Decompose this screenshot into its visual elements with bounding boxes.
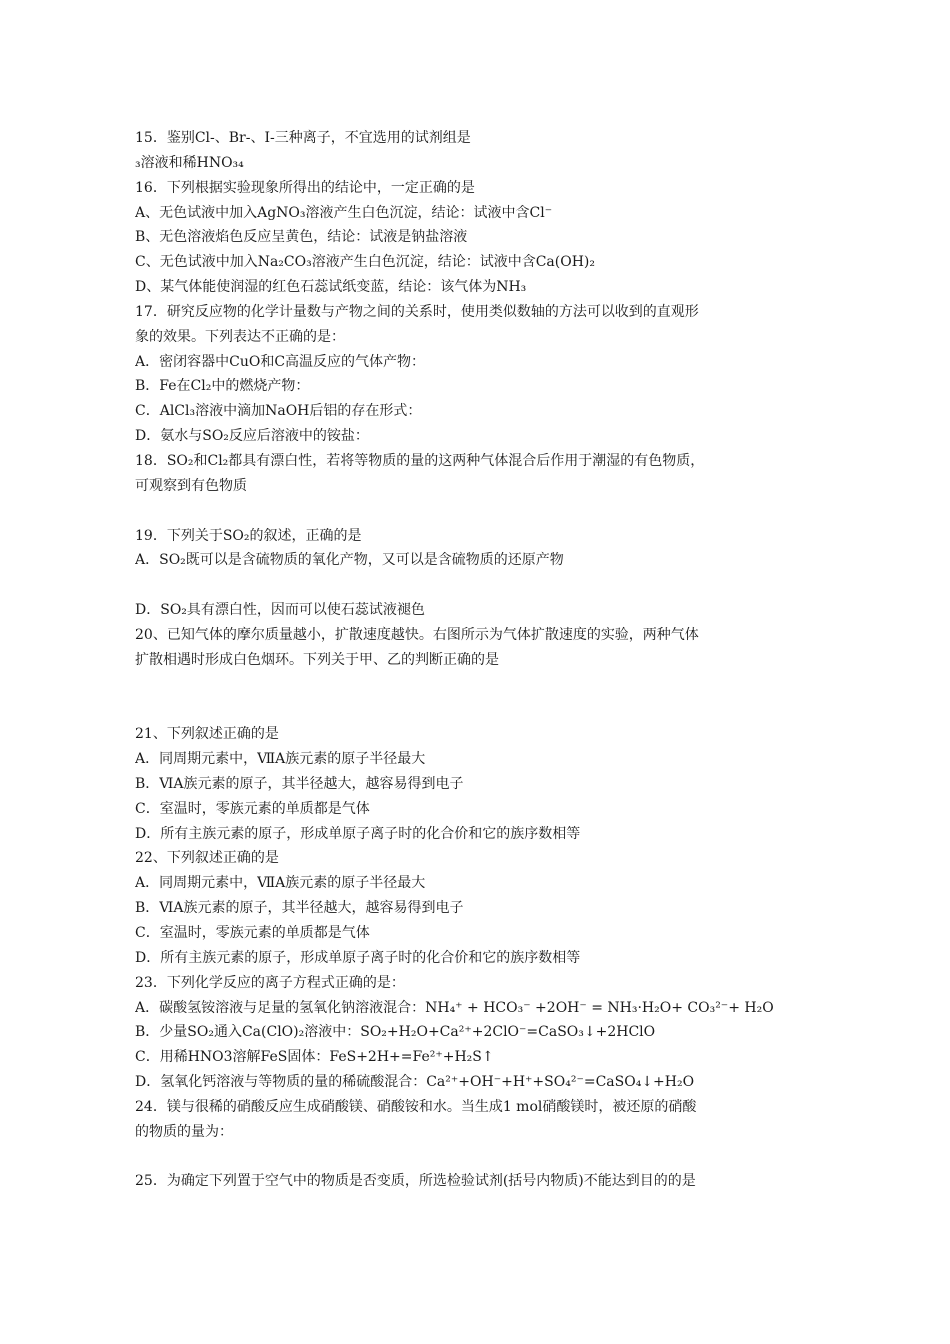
text-line: A．SO₂既可以是含硫物质的氧化产物，又可以是含硫物质的还原产物 <box>135 552 564 569</box>
text-line: 象的效果。下列表达不正确的是： <box>135 328 345 345</box>
text-line: C．用稀HNO3溶解FeS固体：FeS+2H+=Fe²⁺+H₂S↑ <box>135 1049 494 1066</box>
text-line: D．SO₂具有漂白性，因而可以使石蕊试液褪色 <box>135 602 425 619</box>
text-line: 25．为确定下列置于空气中的物质是否变质，所选检验试剂(括号内物质)不能达到目的的是 <box>135 1173 696 1190</box>
text-line: 24．镁与很稀的硝酸反应生成硝酸镁、硝酸铵和水。当生成1 mol硝酸镁时，被还原的硝酸 <box>135 1098 697 1115</box>
text-line: 22、下列叙述正确的是 <box>135 850 279 867</box>
text-line: A、无色试液中加入AgNO₃溶液产生白色沉淀，结论：试液中含Cl⁻ <box>135 204 553 221</box>
text-line: D、某气体能使润湿的红色石蕊试纸变蓝，结论：该气体为NH₃ <box>135 279 527 296</box>
text-line: A．同周期元素中，ⅦA族元素的原子半径最大 <box>135 751 426 768</box>
text-line: 20、已知气体的摩尔质量越小，扩散速度越快。右图所示为气体扩散速度的实验，两种气体 <box>135 626 699 643</box>
text-line: A．同周期元素中，ⅦA族元素的原子半径最大 <box>135 875 426 892</box>
block-3 <box>135 598 825 673</box>
text-line: C．AlCl₃溶液中滴加NaOH后铝的存在形式： <box>135 403 422 420</box>
text-line: D．所有主族元素的原子，形成单原子离子时的化合价和它的族序数相等 <box>135 825 581 842</box>
text-line: 19．下列关于SO₂的叙述，正确的是 <box>135 527 362 544</box>
block-2 <box>135 524 825 574</box>
text-line: D．所有主族元素的原子，形成单原子离子时的化合价和它的族序数相等 <box>135 949 581 966</box>
text-line: 18．SO₂和Cl₂都具有漂白性，若将等物质的量的这两种气体混合后作用于潮湿的有色物质， <box>135 452 705 469</box>
text-line: D．氨水与SO₂反应后溶液中的铵盐： <box>135 428 369 445</box>
text-line: B．ⅥA族元素的原子，其半径越大，越容易得到电子 <box>135 900 464 917</box>
text-line: B．Fe在Cl₂中的燃烧产物： <box>135 378 310 395</box>
text-line: C．室温时，零族元素的单质都是气体 <box>135 925 370 941</box>
text-line: 17．研究反应物的化学计量数与产物之间的关系时，使用类似数轴的方法可以收到的直观形 <box>135 303 699 320</box>
text-line: A．密闭容器中CuO和C高温反应的气体产物： <box>135 353 426 370</box>
q24-options-row <box>135 1145 825 1170</box>
text-line: 23．下列化学反应的离子方程式正确的是： <box>135 974 405 991</box>
text-line: 16．下列根据实验现象所得出的结论中，一定正确的是 <box>135 179 475 196</box>
text-line: 扩散相遇时形成白色烟环。下列关于甲、乙的判断正确的是 <box>135 651 499 668</box>
text-line: 的物质的量为： <box>135 1123 233 1140</box>
block-4 <box>135 722 825 1144</box>
q19-bc-row <box>135 573 825 598</box>
block-5 <box>135 1169 825 1194</box>
text-line: B．少量SO₂通入Ca(ClO)₂溶液中：SO₂+H₂O+Ca²⁺+2ClO⁻=CaSO₃↓+2HClO <box>135 1024 656 1041</box>
text-line: 可观察到有色物质 <box>135 477 247 494</box>
q25-options-row <box>135 1194 825 1219</box>
text-line: B、无色溶液焰色反应呈黄色，结论：试液是钠盐溶液 <box>135 229 468 246</box>
text-line: 21、下列叙述正确的是 <box>135 726 279 743</box>
block-1 <box>135 126 825 499</box>
q20-row-1 <box>135 673 825 698</box>
text-line: C．室温时，零族元素的单质都是气体 <box>135 800 370 817</box>
text-line: A．碳酸氢铵溶液与足量的氢氧化钠溶液混合：NH₄⁺ + HCO₃⁻ +2OH⁻ = NH₃·H₂O+ CO₃²⁻+ H₂O <box>135 999 774 1016</box>
q20-row-2 <box>135 697 825 722</box>
q18-options-row <box>135 499 825 524</box>
text-line: 15．鉴别Cl-、Br-、I-三种离子，不宜选用的试剂组是 <box>135 130 471 146</box>
document-page <box>135 126 825 1219</box>
text-line: D．氢氧化钙溶液与等物质的量的稀硫酸混合：Ca²⁺+OH⁻+H⁺+SO₄²⁻=CaSO₄↓+H₂O <box>135 1074 695 1091</box>
text-line: B．ⅥA族元素的原子，其半径越大，越容易得到电子 <box>135 775 464 792</box>
text-line: C、无色试液中加入Na₂CO₃溶液产生白色沉淀，结论：试液中含Ca(OH)₂ <box>135 254 596 271</box>
text-line: ₃溶液和稀HNO₃₄ <box>135 154 244 171</box>
